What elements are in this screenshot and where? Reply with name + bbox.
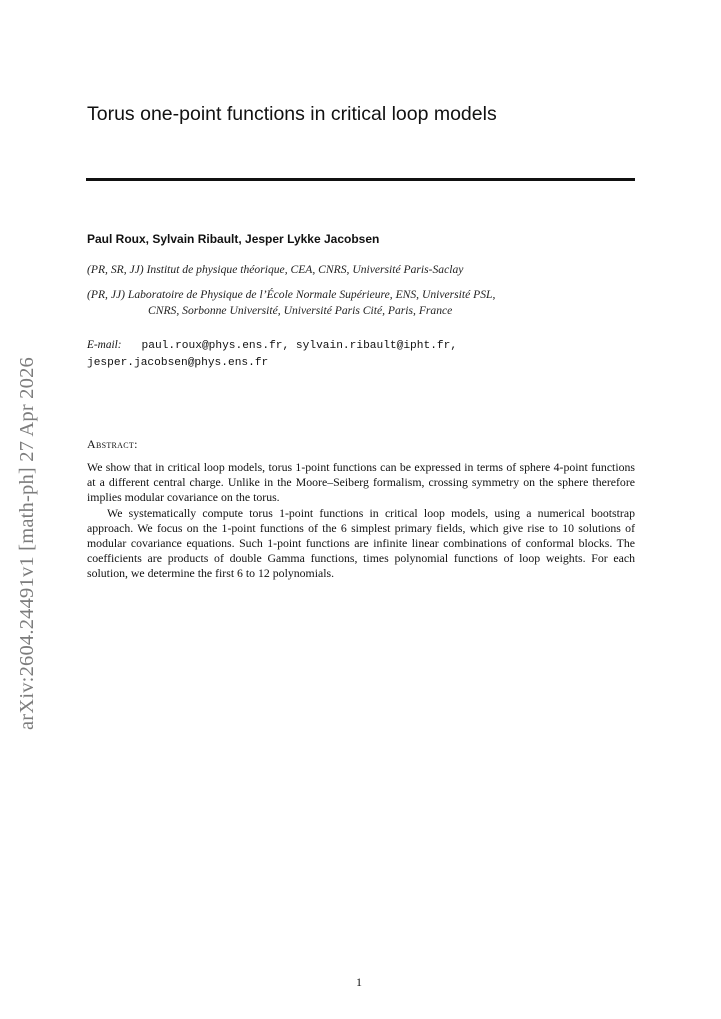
abstract-body [87, 460, 635, 582]
email-label: E-mail: [87, 339, 122, 351]
arxiv-identifier-stamp: arXiv:2604.24491v1 [math-ph] 27 Apr 2026 [16, 357, 38, 730]
email-address-continued[interactable]: jesper.jacobsen@phys.ens.fr [87, 357, 269, 369]
paper-title: Torus one-point functions in critical loop models [87, 103, 497, 125]
affiliation-text: Laboratoire de Physique de l’École Normale Supérieure, ENS, Université PSL, [127, 288, 496, 301]
author-list: Paul Roux, Sylvain Ribault, Jesper Lykke Jacobsen [87, 232, 380, 246]
abstract-paragraph: We show that in critical loop models, torus 1-point functions can be expressed in terms of sphere 4-point functions at a different central charge. Unlike in the Moore–Seiberg formalism, crossing symmetry on the sphere therefore implies modular covariance on the torus. [87, 460, 635, 505]
page-number: 1 [356, 975, 362, 989]
abstract-paragraph: We systematically compute torus 1-point functions in critical loop models, using a numerical bootstrap approach. We focus on the 1-point functions of the 6 simplest primary fields, which give rise to 10 solutions of modular covariance equations. Such 1-point functions are infinite linear combinations of conformal blocks. The coefficients are products of double Gamma functions, times polynomial functions of loop weights. For each solution, we determine the first 6 to 12 polynomials. [87, 505, 635, 581]
affiliation-2 [87, 287, 636, 319]
affiliation-1 [87, 262, 636, 278]
title-rule [86, 178, 635, 181]
affiliation-text-continued: CNRS, Sorbonne Université, Université Paris Cité, Paris, France [148, 304, 453, 317]
email-block [87, 337, 647, 371]
abstract-heading: Abstract: [87, 437, 138, 451]
email-addresses[interactable]: paul.roux@phys.ens.fr, sylvain.ribault@ipht.fr, [141, 340, 458, 352]
affiliation-tag: (PR, SR, JJ) [87, 263, 144, 276]
affiliation-tag: (PR, JJ) [87, 288, 125, 301]
affiliation-text: Institut de physique théorique, CEA, CNRS, Université Paris-Saclay [146, 263, 464, 276]
